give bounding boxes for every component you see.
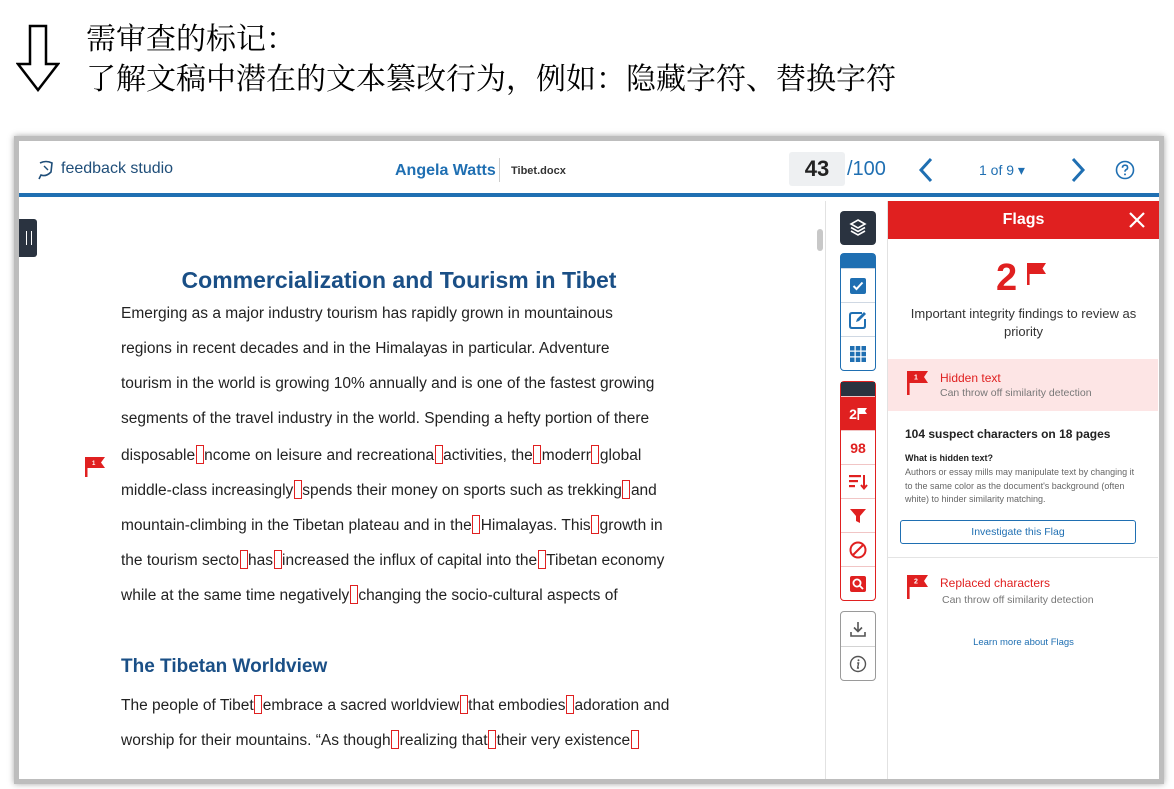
document-line	[121, 305, 613, 323]
hidden-character-marker[interactable]	[240, 550, 248, 569]
edit-comment-button[interactable]	[841, 302, 875, 336]
caption-title: 需审查的标记：	[86, 22, 296, 57]
score-total: /100	[847, 158, 886, 180]
grid-icon	[849, 345, 867, 363]
document-text: changing the socio-cultural aspects of	[358, 587, 618, 604]
document-text: ncome on leisure and recreationa	[204, 447, 435, 464]
document-title: Commercialization and Tourism in Tibet	[181, 267, 617, 293]
flags-total-count: 2	[996, 257, 1018, 299]
document-text: Himalayas. This	[480, 517, 591, 534]
hidden-character-marker[interactable]	[488, 730, 496, 749]
hidden-character-marker[interactable]	[391, 730, 399, 749]
similarity-score-button[interactable]	[841, 430, 875, 464]
document-text: and	[630, 482, 657, 499]
svg-text:1: 1	[92, 461, 96, 467]
panel-divider	[888, 557, 1158, 558]
source-search-button[interactable]	[841, 566, 875, 600]
paper-selector-dropdown[interactable]: 1 of 9 ▾	[979, 162, 1025, 178]
file-name: Tibet.docx	[511, 165, 566, 177]
suspect-characters-summary: 104 suspect characters on 18 pages	[905, 427, 1111, 441]
down-arrow-icon	[16, 24, 60, 92]
hidden-character-marker[interactable]	[566, 695, 574, 714]
document-text: has	[248, 552, 274, 569]
help-icon[interactable]	[1115, 160, 1135, 180]
caption	[0, 0, 1174, 130]
document-line	[121, 410, 649, 428]
side-panel-toggle[interactable]	[19, 219, 37, 257]
flags-panel	[887, 201, 1159, 784]
info-button[interactable]	[841, 646, 875, 680]
layers-icon	[840, 211, 876, 245]
hidden-character-marker[interactable]	[350, 585, 358, 604]
document-text: embrace a sacred worldview	[262, 697, 460, 714]
hidden-character-marker[interactable]	[294, 480, 302, 499]
document-text: worship for their mountains. “As though	[121, 732, 391, 749]
similarity-layer-cap	[841, 382, 875, 396]
replaced-characters-subtitle: Can throw off similarity detection	[942, 594, 1094, 606]
document-text: global	[599, 447, 642, 464]
hidden-character-marker[interactable]	[472, 515, 480, 534]
document-line	[121, 695, 669, 715]
sort-sources-button[interactable]	[841, 464, 875, 498]
exclude-sources-button[interactable]	[841, 532, 875, 566]
info-icon	[849, 655, 867, 673]
app-logo-text: feedback studio	[61, 160, 174, 177]
document-line	[121, 480, 657, 500]
similarity-tools-group	[840, 381, 876, 601]
document-line	[121, 515, 663, 535]
learn-more-link[interactable]: Learn more about Flags	[973, 637, 1074, 648]
document-text: middle-class increasingly	[121, 482, 294, 499]
download-button[interactable]	[841, 612, 875, 646]
document-text: their very existence	[496, 732, 631, 749]
investigate-flag-button[interactable]: Investigate this Flag	[900, 520, 1136, 544]
author-name: Angela Watts	[395, 162, 496, 179]
flags-panel-header	[888, 201, 1159, 239]
grading-layer-cap	[841, 254, 875, 268]
hidden-character-marker[interactable]	[460, 695, 468, 714]
hidden-character-marker[interactable]	[274, 550, 282, 569]
feedback-studio-window	[14, 136, 1164, 784]
flag-icon	[1026, 263, 1046, 285]
hidden-character-marker[interactable]	[254, 695, 262, 714]
document-text: segments of the travel industry in the world. Spending a hefty portion of there	[121, 410, 650, 427]
hidden-text-subtitle: Can throw off similarity detection	[940, 387, 1092, 399]
document-text: spends their money on sports such as trekking	[302, 482, 622, 499]
hidden-text-label: Hidden text	[940, 371, 1001, 385]
document-text: mountain-climbing in the Tibetan plateau and in the	[121, 517, 472, 534]
document-text: activities, the	[443, 447, 533, 464]
section-heading: The Tibetan Worldview	[121, 656, 328, 677]
flag-1-icon	[906, 371, 928, 395]
flags-button[interactable]	[841, 396, 875, 430]
rubric-grid-button[interactable]	[841, 336, 875, 370]
grading-tools-group	[840, 253, 876, 371]
document-line	[121, 445, 641, 465]
layers-button[interactable]	[840, 211, 876, 245]
svg-text:1: 1	[914, 374, 918, 382]
hidden-character-marker[interactable]	[622, 480, 630, 499]
score-value: 43	[789, 152, 845, 186]
flag-marker-icon[interactable]	[83, 456, 107, 478]
flags-panel-title: Flags	[1002, 211, 1045, 228]
document-text: The people of Tibet	[121, 697, 254, 714]
document-text: tourism in the world is growing 10% annually and is one of the fastest growing	[121, 375, 655, 392]
hidden-text-explanation: Authors or essay mills may manipulate text by changing it to the same color as the document's background (often white) to hinder similarity matching.	[905, 467, 1135, 504]
document-text: moderr	[541, 447, 591, 464]
caption-description: 了解文稿中潜在的文本篡改行为，例如：隐藏字符、替换字符	[86, 62, 896, 97]
hidden-character-marker[interactable]	[591, 445, 599, 464]
document-text: realizing that	[399, 732, 488, 749]
document-line	[121, 550, 664, 570]
document-text: regions in recent decades and in the Himalayas in particular. Adventure	[121, 340, 610, 357]
sort-icon	[848, 473, 868, 491]
document-line	[121, 730, 639, 750]
hidden-character-marker[interactable]	[435, 445, 443, 464]
what-is-hidden-text-heading: What is hidden text?	[905, 453, 994, 463]
download-icon	[849, 620, 867, 638]
hidden-character-marker[interactable]	[196, 445, 204, 464]
svg-text:2: 2	[914, 578, 918, 586]
document-scrollbar[interactable]	[817, 229, 823, 251]
top-bar	[19, 141, 1159, 197]
document-text: Tibetan economy	[546, 552, 665, 569]
hidden-character-marker[interactable]	[591, 515, 599, 534]
search-document-icon	[849, 575, 867, 593]
exclude-icon	[849, 541, 867, 559]
checkbox-icon	[849, 277, 867, 295]
document-line	[121, 585, 618, 605]
grading-checkbox-button[interactable]	[841, 268, 875, 302]
close-icon[interactable]	[1127, 210, 1147, 230]
header-divider	[499, 158, 500, 182]
filter-button[interactable]	[841, 498, 875, 532]
priority-description: Important integrity findings to review as priority	[910, 306, 1137, 339]
document-text: Emerging as a major industry tourism has rapidly grown in mountainous	[121, 305, 613, 322]
layer-toolbar	[825, 201, 887, 784]
replaced-characters-label: Replaced characters	[940, 576, 1051, 590]
hidden-text-flag-item[interactable]	[888, 359, 1158, 411]
document-text: growth in	[599, 517, 663, 534]
edit-icon	[848, 310, 868, 330]
hidden-character-marker[interactable]	[631, 730, 639, 749]
document-viewer	[19, 201, 825, 784]
filter-icon	[849, 508, 867, 524]
previous-paper-chevron-icon[interactable]	[914, 155, 938, 185]
document-text: disposable	[121, 447, 196, 464]
similarity-score: 98	[850, 439, 866, 456]
flags-count: 2	[849, 405, 857, 422]
document-text: that embodies	[468, 697, 566, 714]
utility-tools-group	[840, 611, 876, 681]
document-line	[121, 375, 654, 393]
flag-2-icon	[906, 575, 928, 599]
document-text: while at the same time negatively	[121, 587, 350, 604]
document-text: the tourism secto	[121, 552, 240, 569]
hidden-character-marker[interactable]	[538, 550, 546, 569]
document-text: adoration and	[574, 697, 670, 714]
flag-icon	[857, 408, 867, 420]
hidden-character-marker[interactable]	[533, 445, 541, 464]
next-paper-chevron-icon[interactable]	[1066, 155, 1090, 185]
document-line	[121, 340, 610, 358]
document-text: increased the influx of capital into the	[282, 552, 538, 569]
feedback-studio-logo-icon	[37, 160, 55, 180]
